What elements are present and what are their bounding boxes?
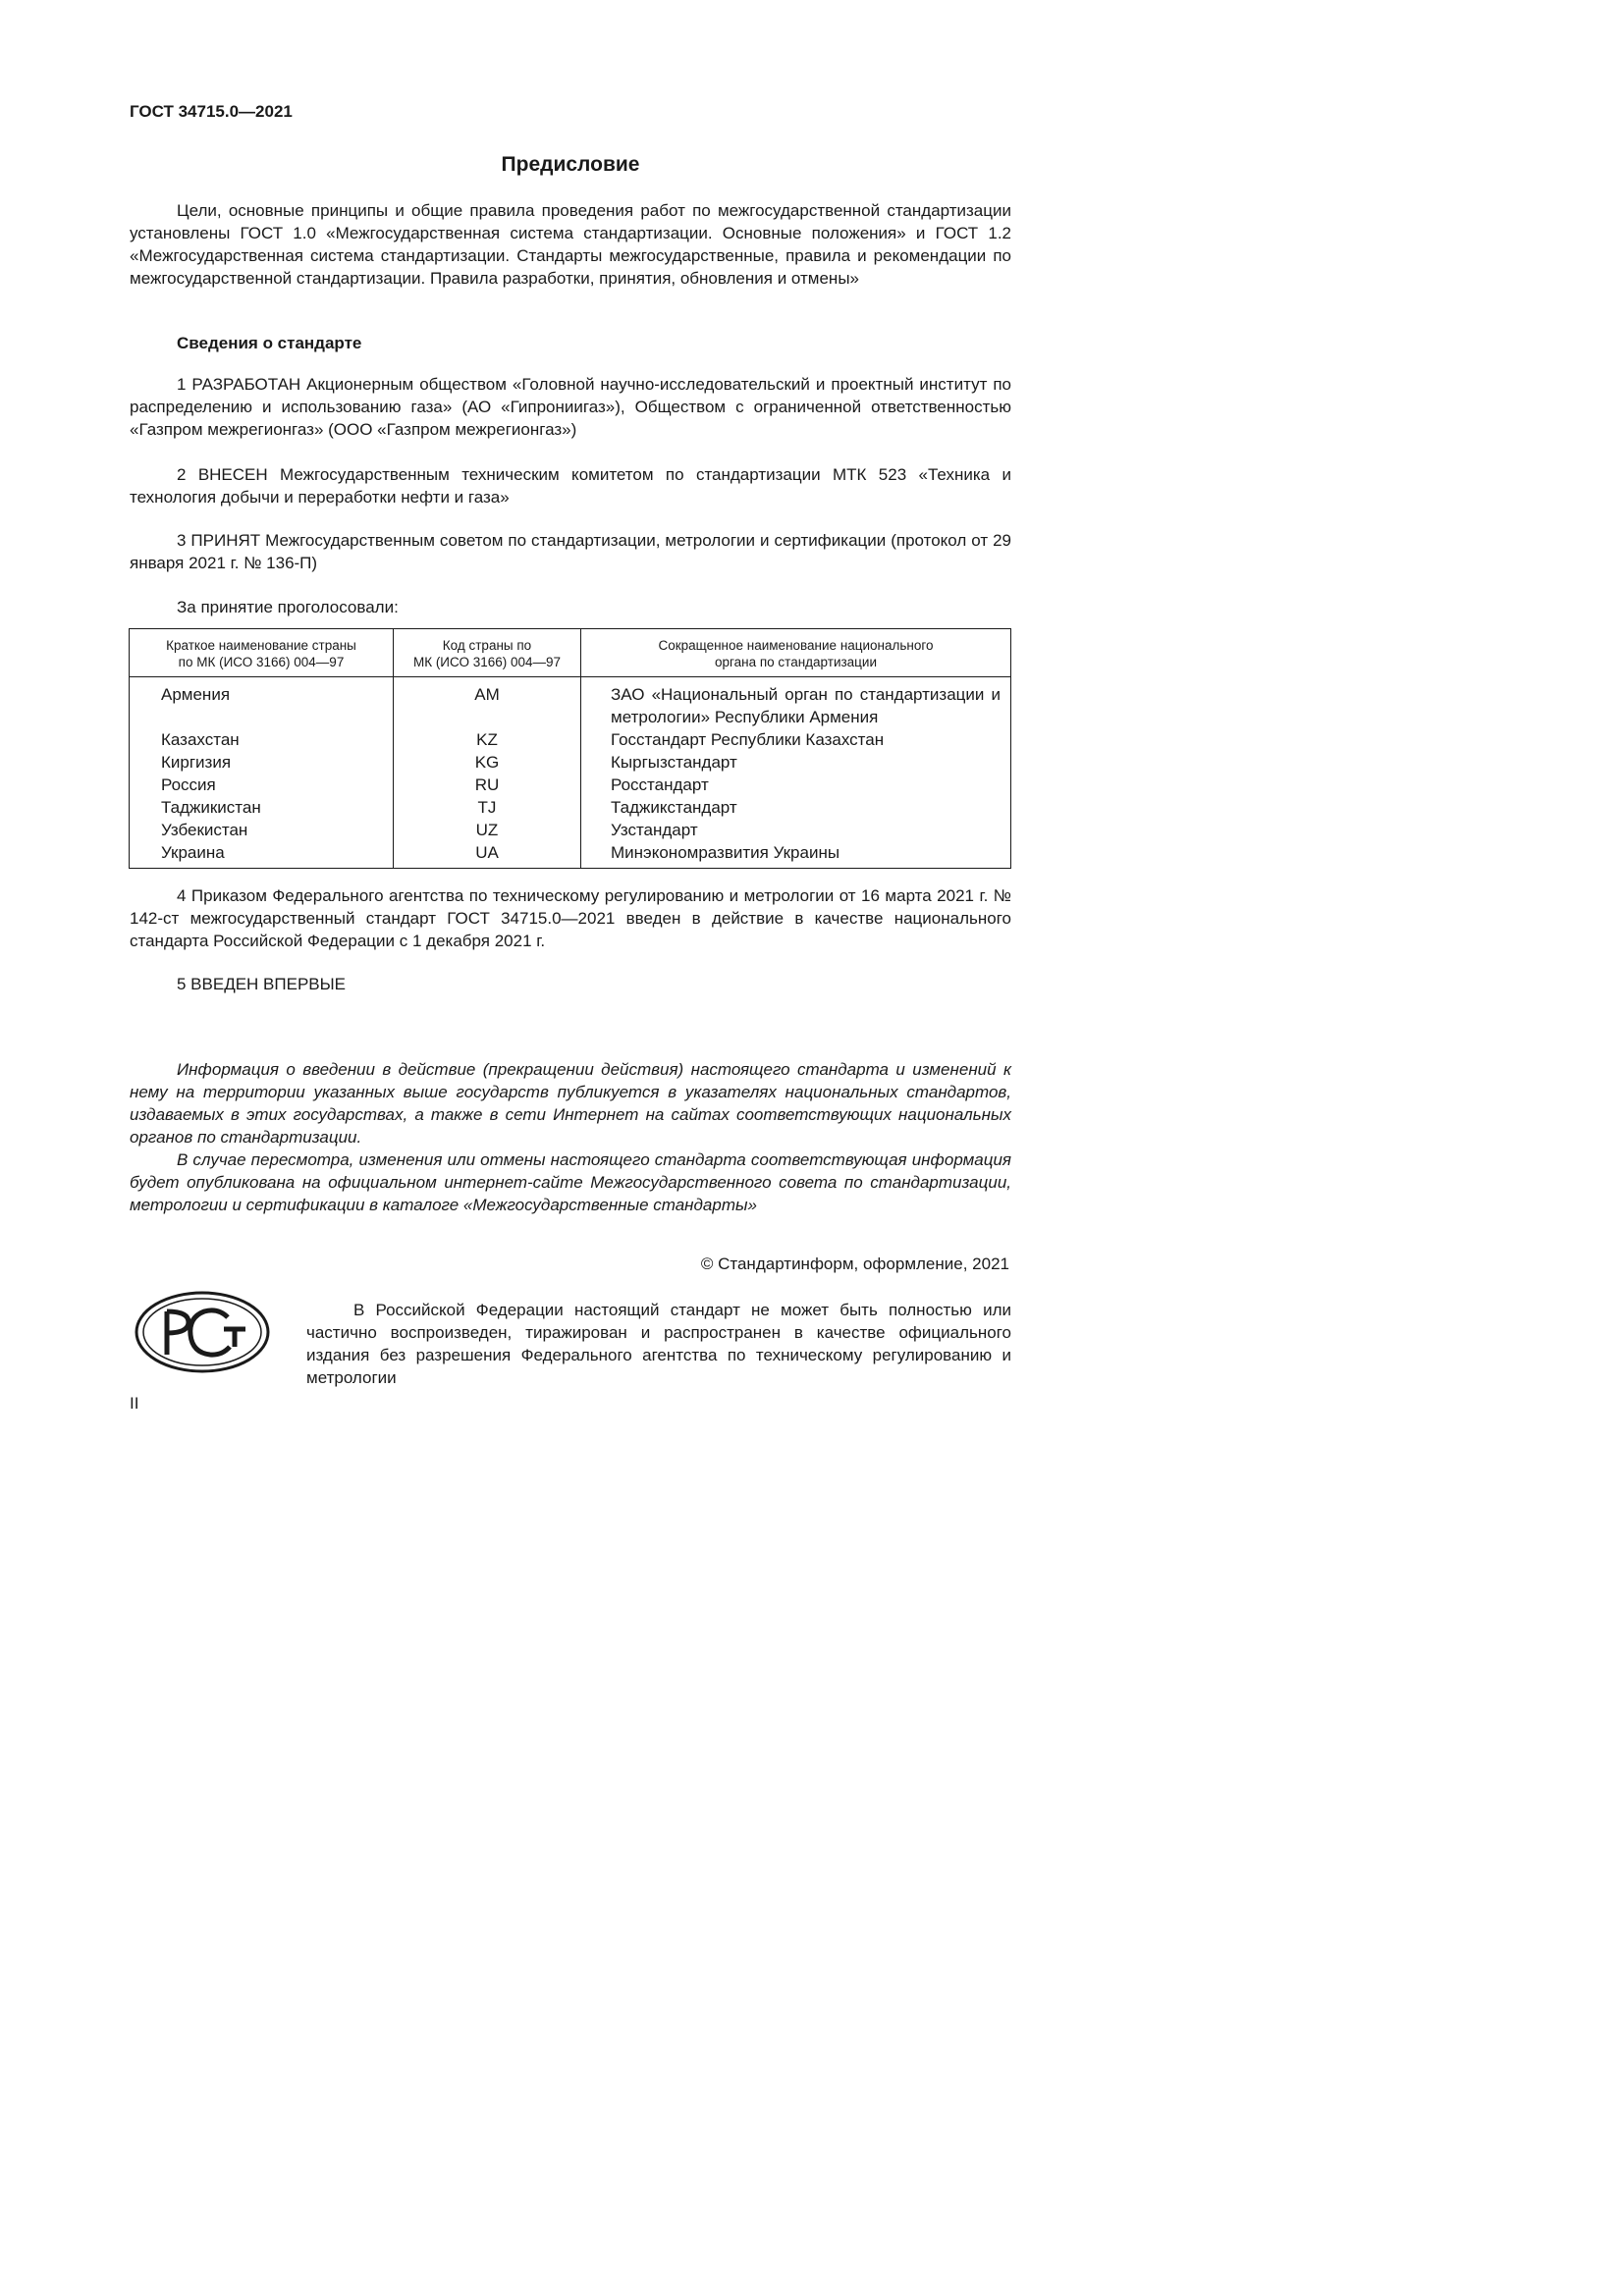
cell-code: UZ: [394, 819, 581, 841]
item-1-paragraph: 1 РАЗРАБОТАН Акционерным обществом «Головной научно-исследовательский и проектный институт по распределению и использованию газа» (АО «Гипрониигаз»), Обществом с ограниченной ответственностью «Газпром межрегионгаз» (ООО «Газпром межрегионгаз»): [130, 375, 1011, 439]
info-paragraph-2: В случае пересмотра, изменения или отмены настоящего стандарта соответствующая информация будет опубликована на официальном интернет-сайте Межгосударственного совета по стандартизации, метрологии и сертификации в каталоге «Межгосударственные стандарты»: [130, 1150, 1011, 1214]
item-5-paragraph: 5 ВВЕДЕН ВПЕРВЫЕ: [177, 975, 347, 993]
header-line: Сокращенное наименование национального: [658, 638, 934, 653]
cell-body: Росстандарт: [611, 775, 709, 794]
item-4-paragraph: 4 Приказом Федерального агентства по техническому регулированию и метрологии от 16 марта 2021 г. № 142-ст межгосударственный стандарт ГОСТ 34715.0—2021 введен в действие в качестве национального стандарта Российской Федерации с 1 декабря 2021 г.: [130, 886, 1011, 950]
table-row: [130, 819, 1011, 841]
cell-body: Узстандарт: [611, 821, 698, 839]
cell-code: TJ: [394, 796, 581, 819]
header-line: Краткое наименование страны: [166, 638, 356, 653]
cell-code: RU: [394, 774, 581, 796]
table-row: [130, 751, 1011, 774]
table-row: [130, 677, 1011, 729]
header-country-code: [394, 629, 581, 677]
cell-country: Таджикистан: [130, 796, 394, 819]
cell-body: Минэкономразвития Украины: [611, 843, 840, 862]
table-row: [130, 841, 1011, 869]
header-country-name: [130, 629, 394, 677]
header-national-body: [581, 629, 1011, 677]
copyright-line: © Стандартинформ, оформление, 2021: [700, 1255, 1009, 1273]
cell-country: Киргизия: [130, 751, 394, 774]
table-header-row: [130, 629, 1011, 677]
table-row: [130, 728, 1011, 751]
cell-body: Госстандарт Республики Казахстан: [611, 730, 885, 749]
header-line: МК (ИСО 3166) 004—97: [412, 655, 562, 669]
copyright-notice: В Российской Федерации настоящий стандарт не может быть полностью или частично воспроизведен, тиражирован и распространен в качестве официального издания без разрешения Федерального агентства по техническому регулированию и метрологии: [306, 1301, 1011, 1387]
header-line: по МК (ИСО 3166) 004—97: [178, 655, 345, 669]
info-paragraph-1: Информация о введении в действие (прекращении действия) настоящего стандарта и изменений к нему на территории указанных выше государств публикуется в указателях национальных стандартов, издаваемых в этих государствах, а также в сети Интернет на сайтах соответствующих национальных органов по стандартизации.: [130, 1060, 1011, 1147]
cell-body: ЗАО «Национальный орган по стандартизации и метрологии» Республики Армения: [611, 685, 1001, 726]
header-line: Код страны по: [442, 638, 532, 653]
votes-table: [129, 628, 1011, 869]
cell-country: Россия: [130, 774, 394, 796]
cell-code: AM: [394, 677, 581, 729]
page-number: II: [130, 1394, 139, 1413]
cell-body: Таджикстандарт: [611, 798, 737, 817]
cell-country: Казахстан: [130, 728, 394, 751]
cell-country: Украина: [130, 841, 394, 869]
page-title: Предисловие: [501, 153, 640, 176]
cell-country: Армения: [130, 677, 394, 729]
document-code: ГОСТ 34715.0—2021: [130, 102, 293, 121]
cell-body: Кыргызстандарт: [611, 753, 737, 772]
table-row: [130, 774, 1011, 796]
item-2-paragraph: 2 ВНЕСЕН Межгосударственным техническим комитетом по стандартизации МТК 523 «Техника и технология добычи и переработки нефти и газа»: [130, 465, 1011, 507]
header-line: органа по стандартизации: [714, 655, 877, 669]
intro-paragraph: Цели, основные принципы и общие правила проведения работ по межгосударственной стандартизации установлены ГОСТ 1.0 «Межгосударственная система стандартизации. Основные положения» и ГОСТ 1.2 «Межгосударственная система стандартизации. Стандарты межгосударственные, правила и рекомендации по межгосударственной стандартизации. Правила разработки, принятия, обновления и отмены»: [130, 201, 1011, 288]
table-row: [130, 796, 1011, 819]
document-page: [0, 0, 1086, 1539]
cell-code: UA: [394, 841, 581, 869]
cell-code: KG: [394, 751, 581, 774]
votes-label: За принятие проголосовали:: [177, 598, 399, 616]
section-heading: Сведения о стандарте: [177, 334, 362, 352]
cell-code: KZ: [394, 728, 581, 751]
rst-certification-mark-icon: [134, 1290, 271, 1374]
cell-country: Узбекистан: [130, 819, 394, 841]
item-3-paragraph: 3 ПРИНЯТ Межгосударственным советом по стандартизации, метрологии и сертификации (протокол от 29 января 2021 г. № 136-П): [130, 531, 1011, 572]
